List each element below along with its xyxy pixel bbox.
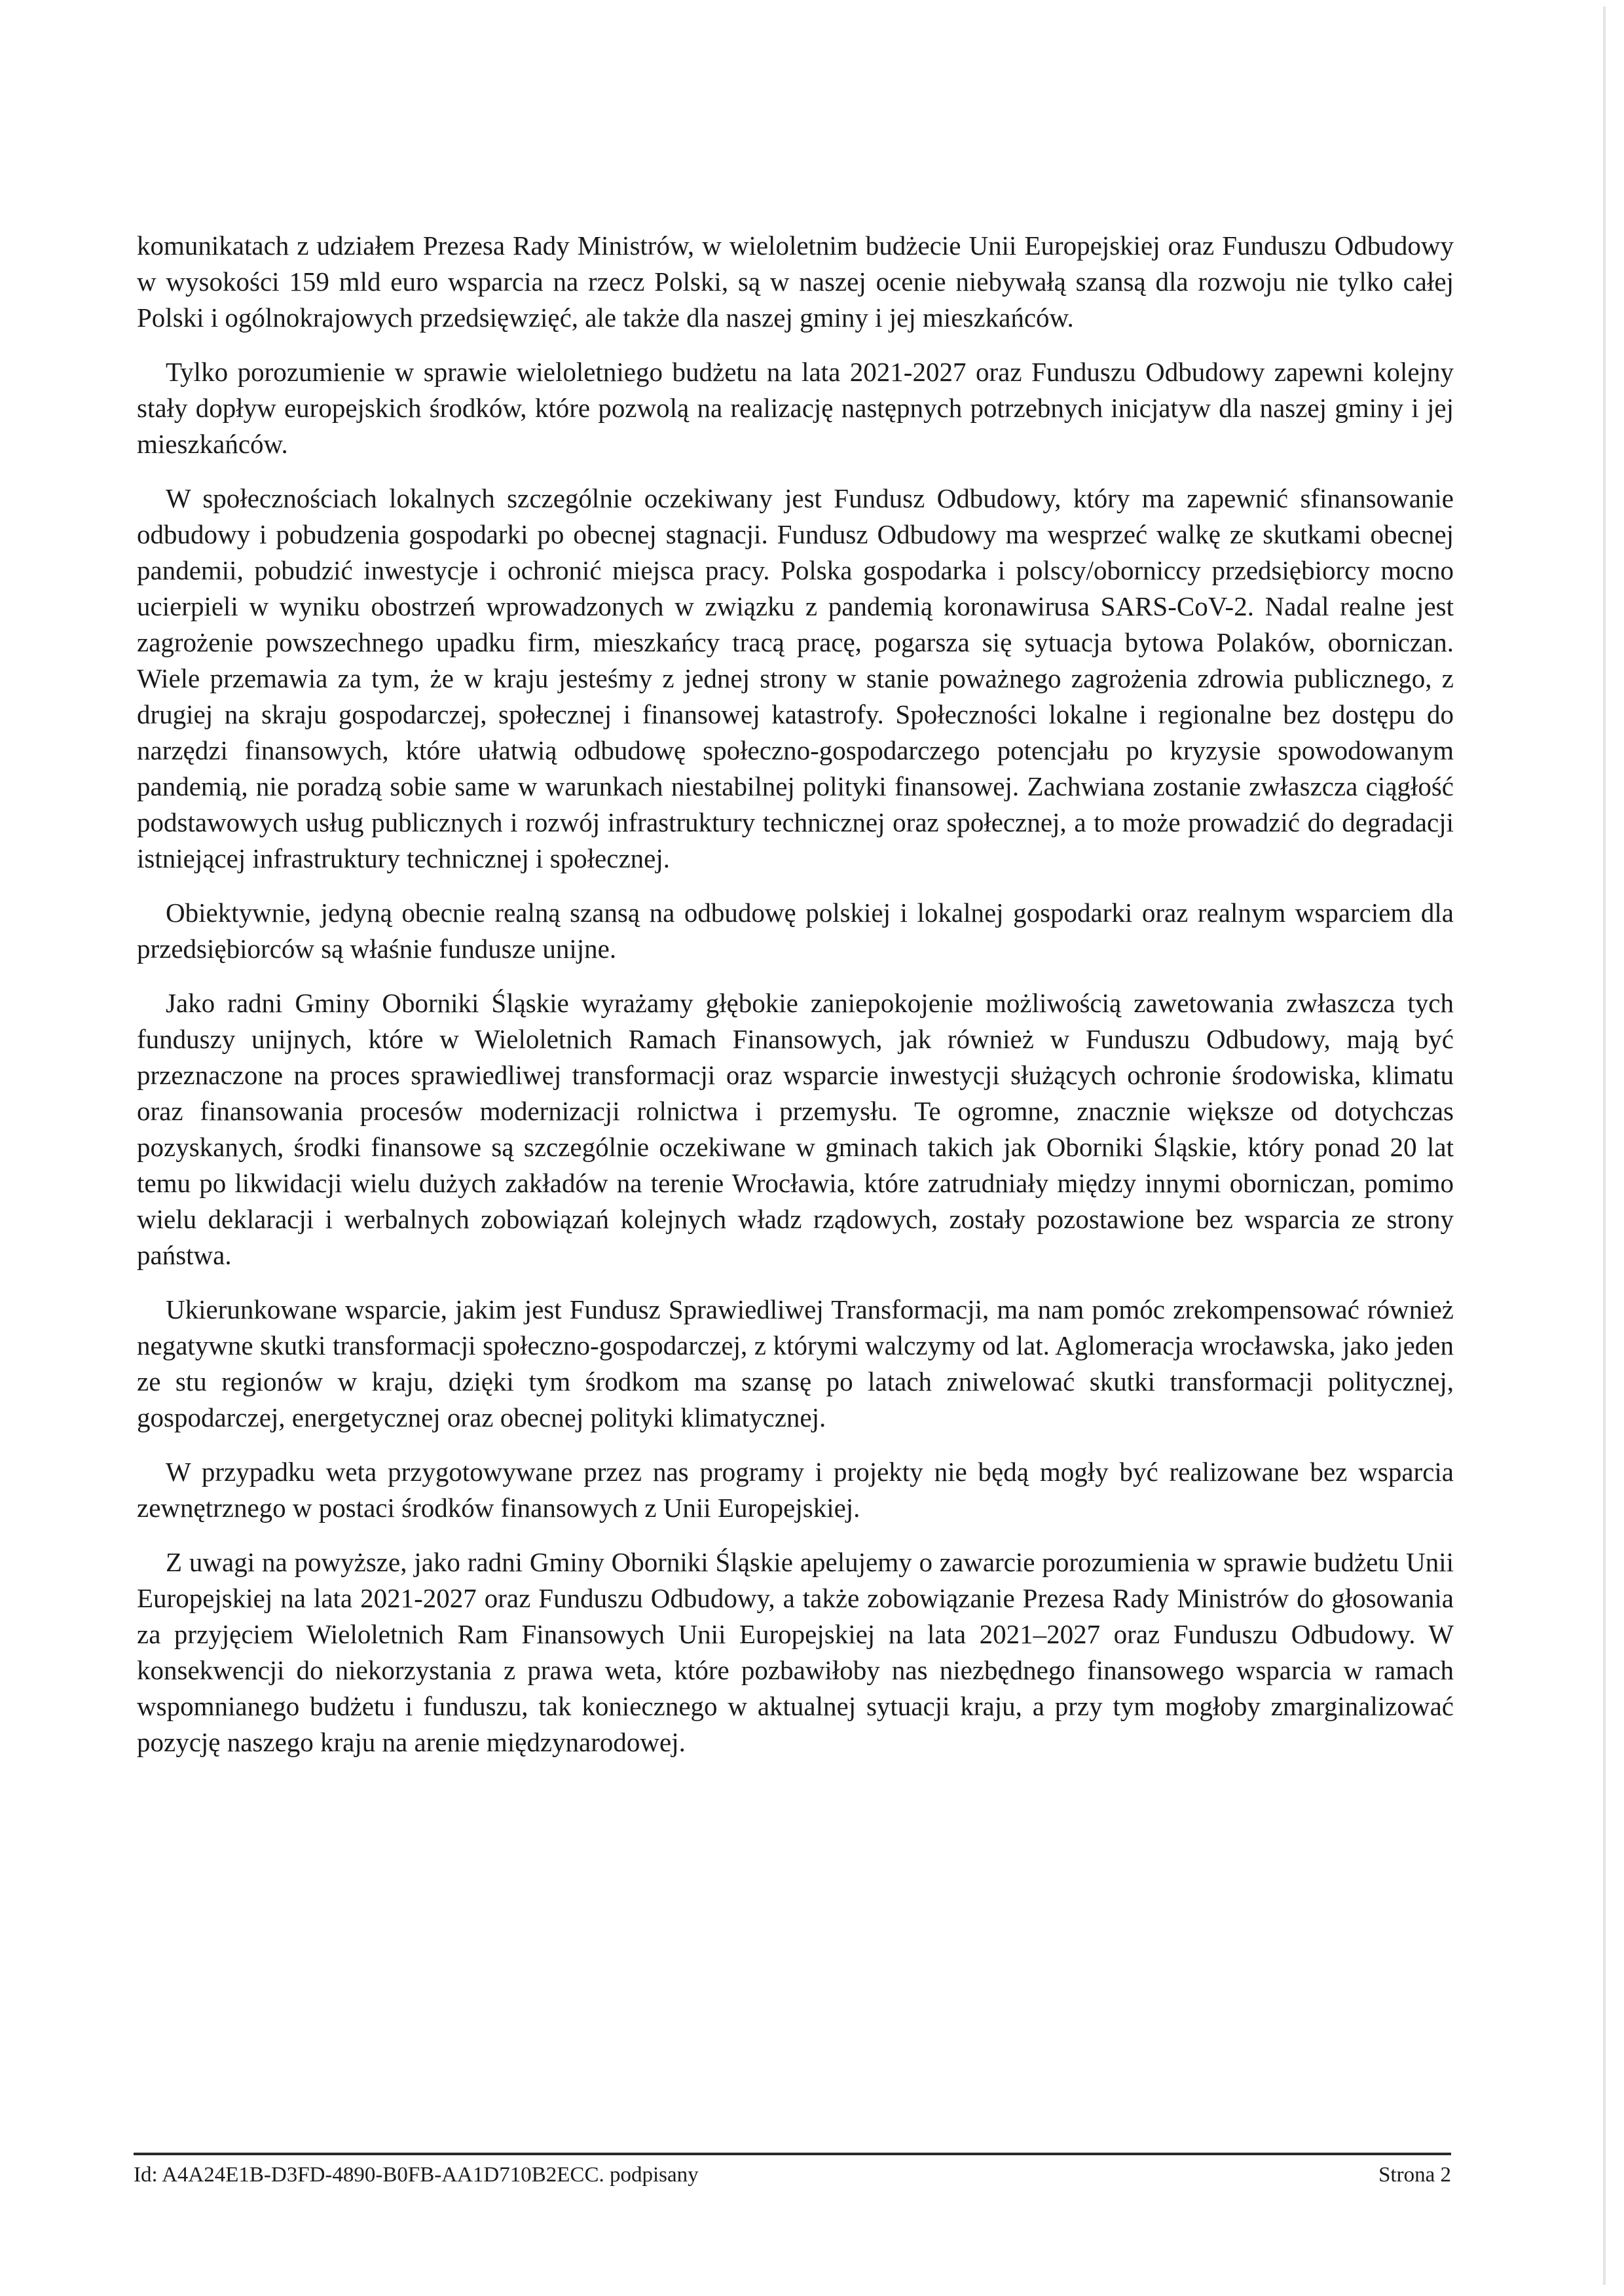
page-number: Strona 2	[1378, 2163, 1451, 2187]
paragraph-continuation: komunikatach z udziałem Prezesa Rady Ministrów, w wieloletnim budżecie Unii Europejskiej oraz Funduszu Odbudowy w wysokości 159 mld euro wsparcia na rzecz Polski, są w naszej ocenie niebywałą szansą dla rozwoju nie tylko całej Polski i ogólnokrajowych przedsięwzięć, ale także dla naszej gminy i jej mieszkańców.	[137, 230, 1454, 333]
footer-row	[134, 2162, 1451, 2188]
paragraph-just-transition-fund: Ukierunkowane wsparcie, jakim jest Fundusz Sprawiedliwej Transformacji, ma nam pomóc zrekompensować również negatywne skutki transformacji społeczno-gospodarczej, z którymi walczymy od lat. Aglomeracja wrocławska, jako jeden ze stu regionów w kraju, dzięki tym środkom ma szansę po latach zniwelować skutki transformacji politycznej, gospodarczej, energetycznej oraz obecnej polityki klimatycznej.	[137, 1294, 1454, 1432]
paragraph-budget-agreement: Tylko porozumienie w sprawie wieloletniego budżetu na lata 2021-2027 oraz Funduszu Odbudowy zapewni kolejny stały dopływ europejskich środków, które pozwolą na realizację następnych potrzebnych inicjatyw dla naszej gminy i jej mieszkańców.	[137, 357, 1454, 459]
page-footer	[134, 2153, 1451, 2188]
paragraph-veto-consequences: W przypadku weta przygotowywane przez nas programy i projekty nie będą mogły być realizowane bez wsparcia zewnętrznego w postaci środków finansowych z Unii Europejskiej.	[137, 1457, 1454, 1523]
paragraph-appeal: Z uwagi na powyższe, jako radni Gminy Oborniki Śląskie apelujemy o zawarcie porozumienia w sprawie budżetu Unii Europejskiej na lata 2021-2027 oraz Funduszu Odbudowy, a także zobowiązanie Prezesa Rady Ministrów do głosowania za przyjęciem Wieloletnich Ram Finansowych Unii Europejskiej na lata 2021–2027 oraz Funduszu Odbudowy. W konsekwencji do niekorzystania z prawa weta, które pozbawiłoby nas niezbędnego finansowego wsparcia w ramach wspomnianego budżetu i funduszu, tak koniecznego w aktualnej sytuacji kraju, a przy tym mogłoby zmarginalizować pozycję naszego kraju na arenie międzynarodowej.	[137, 1547, 1454, 1757]
paragraph-recovery-fund: W społecznościach lokalnych szczególnie oczekiwany jest Fundusz Odbudowy, który ma zapewnić sfinansowanie odbudowy i pobudzenia gospodarki po obecnej stagnacji. Fundusz Odbudowy ma wesprzeć walkę ze skutkami obecnej pandemii, pobudzić inwestycje i ochronić miejsca pracy. Polska gospodarka i polscy/oborniccy przedsiębiorcy mocno ucierpieli w wyniku obostrzeń wprowadzonych w związku z pandemią koronawirusa SARS-CoV-2. Nadal realne jest zagrożenie powszechnego upadku firm, mieszkańcy tracą pracę, pogarsza się sytuacja bytowa Polaków, oborniczan. Wiele przemawia za tym, że w kraju jesteśmy z jednej strony w stanie poważnego zagrożenia zdrowia publicznego, z drugiej na skraju gospodarczej, społecznej i finansowej katastrofy. Społeczności lokalne i regionalne bez dostępu do narzędzi finansowych, które ułatwią odbudowę społeczno-gospodarczego potencjału po kryzysie spowodowanym pandemią, nie poradzą sobie same w warunkach niestabilnej polityki finansowej. Zachwiana zostanie zwłaszcza ciągłość podstawowych usług publicznych i rozwój infrastruktury technicznej oraz społecznej, a to może prowadzić do degradacji istniejącej infrastruktury technicznej i społecznej.	[137, 483, 1454, 873]
paragraph-veto-concern: Jako radni Gminy Oborniki Śląskie wyrażamy głębokie zaniepokojenie możliwością zawetowania zwłaszcza tych funduszy unijnych, które w Wieloletnich Ramach Finansowych, jak również w Funduszu Odbudowy, mają być przeznaczone na proces sprawiedliwej transformacji oraz wsparcie inwestycji służących ochronie środowiska, klimatu oraz finansowania procesów modernizacji rolnictwa i przemysłu. Te ogromne, znacznie większe od dotychczas pozyskanych, środki finansowe są szczególnie oczekiwane w gminach takich jak Oborniki Śląskie, który ponad 20 lat temu po likwidacji wielu dużych zakładów na terenie Wrocławia, które zatrudniały między innymi oborniczan, pomimo wielu deklaracji i werbalnych zobowiązań kolejnych władz rządowych, zostały pozostawione bez wsparcia ze strony państwa.	[137, 988, 1454, 1270]
footer-divider	[134, 2153, 1451, 2155]
paragraph-eu-funds-chance: Obiektywnie, jedyną obecnie realną szansą na odbudowę polskiej i lokalnej gospodarki oraz realnym wsparciem dla przedsiębiorców są właśnie fundusze unijne.	[137, 898, 1454, 964]
scan-page-edge	[1603, 7, 1606, 2285]
document-id: Id: A4A24E1B-D3FD-4890-B0FB-AA1D710B2ECC. podpisany	[134, 2163, 699, 2187]
document-body	[137, 228, 1454, 1779]
